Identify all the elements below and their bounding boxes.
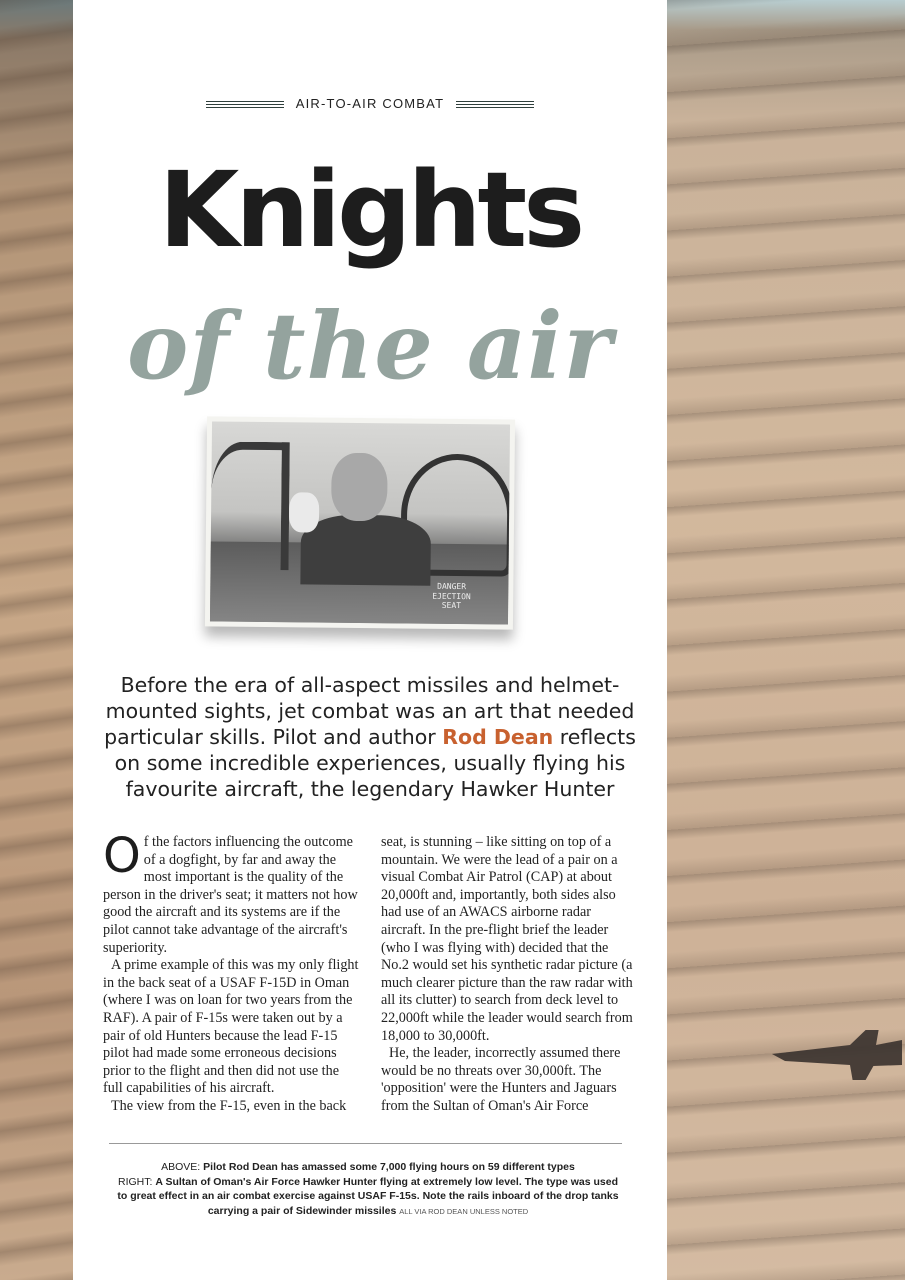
standfirst xyxy=(95,672,645,802)
headline-script: of the air xyxy=(127,292,613,400)
background-desert-right xyxy=(667,0,905,1280)
caption-divider xyxy=(109,1143,622,1144)
captions xyxy=(113,1160,623,1219)
pilot-photo xyxy=(205,416,515,629)
aircraft-shadow xyxy=(772,1030,902,1080)
caption-right xyxy=(113,1175,623,1220)
pilot-photo-image xyxy=(210,421,510,624)
caption-text: Pilot Rod Dean has amassed some 7,000 flying hours on 59 different types xyxy=(203,1161,575,1173)
photo-pilot-body xyxy=(300,514,431,585)
article-page xyxy=(73,0,667,1280)
body-paragraph: A prime example of this was my only flight in the back seat of a USAF F-15D in Oman (where I was on loan for two years from the RAF). A pair of F-15s were taken out by a pair of old Hunters because the lead F-15 pilot had made some erroneous decisions prior to the flight and then did not use the full capabilities of his aircraft. xyxy=(103,957,359,1097)
decorative-rule-right xyxy=(456,101,534,108)
photo-warning-text xyxy=(432,582,471,611)
photo-warning-line: EJECTION xyxy=(432,591,471,601)
caption-label: RIGHT: xyxy=(117,1175,153,1188)
photo-canopy-frame xyxy=(211,441,290,570)
body-column-2 xyxy=(381,834,639,1116)
photo-pilot-glove xyxy=(289,492,319,532)
body-paragraph: He, the leader, incorrectly assumed there would be no threats over 30,000ft. The 'opposition' were the Hunters and Jaguars from the Sultan of Oman's Air Force xyxy=(381,1045,621,1114)
background-desert-left xyxy=(0,0,73,1280)
photo-warning-line: SEAT xyxy=(441,601,462,611)
photo-pilot-head xyxy=(331,453,388,522)
section-label-text: AIR-TO-AIR COMBAT xyxy=(295,96,445,111)
photo-warning-line: DANGER xyxy=(437,581,467,592)
photo-credit: ALL VIA ROD DEAN UNLESS NOTED xyxy=(399,1206,529,1216)
body-paragraph xyxy=(103,828,361,957)
body-paragraph: seat, is stunning – like sitting on top of a mountain. We were the lead of a pair on a visual Combat Air Patrol (CAP) at about 20,000ft and, importantly, both sides also had use of an AWACS airborne radar aircraft. In the pre-flight brief the leader (who I was flying with) decided that the No.2 would set his synthetic radar picture (a much clearer picture than the raw radar with all its clutter) to search from deck level to 22,000ft while the leader would search from 18,000 to 30,000ft. xyxy=(381,834,633,1044)
standfirst-intro: Before the era of all-aspect missiles and helmet-mounted sights, jet combat was an art that needed particular skills. Pilot and author xyxy=(104,673,635,749)
body-paragraph: The view from the F-15, even in the back xyxy=(111,1097,347,1114)
standfirst-rest: reflects on some incredible experiences, usually flying his favourite aircraft, the legendary Hawker Hunter xyxy=(114,725,636,801)
caption-above xyxy=(113,1160,623,1175)
decorative-rule-left xyxy=(206,101,284,108)
drop-cap: O xyxy=(103,828,141,884)
headline: Knights xyxy=(158,149,582,271)
body-column-1 xyxy=(103,828,361,1116)
section-label xyxy=(73,96,667,111)
body-paragraph-text: f the factors influencing the outcome of a dogfight, by far and away the most important is the quality of the person in the driver's seat; it matters not how good the aircraft and its systems are if the pilot cannot take advantage of the aircraft's superiority. xyxy=(103,834,358,956)
caption-text: A Sultan of Oman's Air Force Hawker Hunter flying at extremely low level. The type was used to great effect in an air combat exercise against USAF F-15s. Note the rails inboard of the drop tanks carrying a pair of Sidewinder missiles xyxy=(117,1175,619,1217)
author-name: Rod Dean xyxy=(442,725,554,749)
caption-label: ABOVE: xyxy=(161,1161,201,1173)
